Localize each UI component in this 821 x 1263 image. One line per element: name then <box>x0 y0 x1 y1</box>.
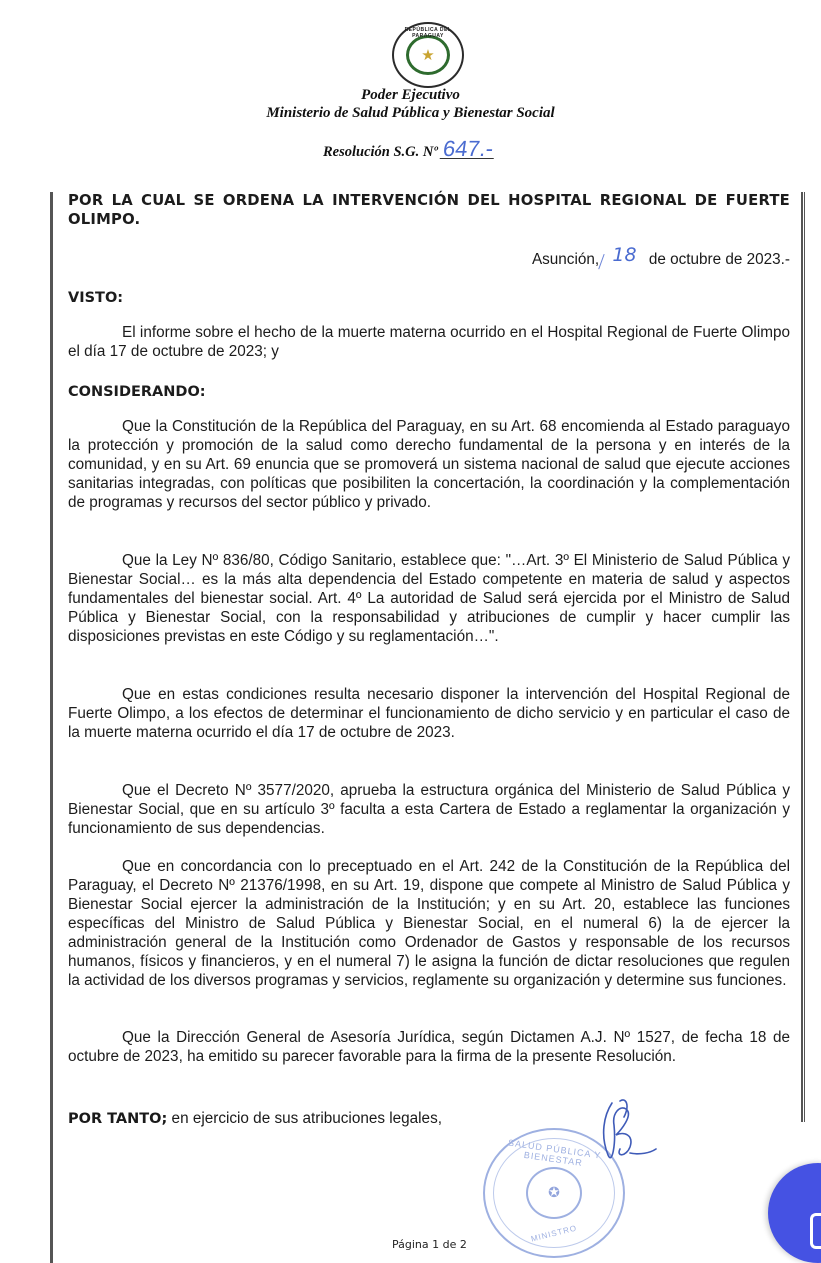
considerando-paragraph-1: Que la Constitución de la República del Paraguay, en su Art. 68 encomienda al Estado paraguayo la protección y promoción de la salud como derecho fundamental de la persona y en interés de la comunidad, y en su Art. 69 enuncia que se promoverá un sistema nacional de salud que ejecute acciones sanitarias integradas, con políticas que posibiliten la concertación, la coordinación y la complementación de programas y recursos del sector público y privado. <box>68 418 790 511</box>
date-line <box>531 244 790 269</box>
date-day-handwritten: 18 <box>612 244 637 266</box>
stamp-center-text: MINISTRO <box>530 1223 578 1244</box>
resolution-number: 647.- <box>441 136 496 161</box>
visto-text: El informe sobre el hecho de la muerte materna ocurrido en el Hospital Regional de Fuerte Olimpo el día 17 de octubre de 2023; y <box>68 324 790 360</box>
considerando-paragraph-3: Que en estas condiciones resulta necesario disponer la intervención del Hospital Regional de Fuerte Olimpo, a los efectos de determinar el funcionamiento de dicho servicio y en particular el caso de la muerte materna ocurrido el día 17 de octubre de 2023. <box>68 686 790 741</box>
floating-scan-button[interactable] <box>768 1163 821 1263</box>
considerando-paragraph-4: Que el Decreto Nº 3577/2020, aprueba la estructura orgánica del Ministerio de Salud Pública y Bienestar Social, que en su artículo 3º faculta a esta Cartera de Estado a reglamentar la organización y funcionamiento de sus dependencias. <box>68 782 790 837</box>
handwritten-stroke <box>599 254 605 269</box>
resolution-title: POR LA CUAL SE ORDENA LA INTERVENCIÓN DEL HOSPITAL REGIONAL DE FUERTE OLIMPO. <box>68 192 790 228</box>
visto-heading: VISTO: <box>68 290 124 306</box>
right-border-line <box>801 192 805 1122</box>
left-border-line <box>50 192 53 1263</box>
stamp-seal-icon: ✪ <box>526 1167 582 1219</box>
stamp-top-text: SALUD PÚBLICA Y BIENESTAR <box>507 1137 602 1169</box>
resolution-number-line <box>323 136 496 161</box>
date-rest: de octubre de 2023.- <box>648 251 790 268</box>
por-tanto-label: POR TANTO; <box>68 1111 168 1127</box>
republic-seal-icon <box>392 22 464 88</box>
branch-title: Poder Ejecutivo <box>361 87 460 103</box>
resolution-label: Resolución S.G. Nº <box>323 144 438 160</box>
seal-text: REPÚBLICA DEL PARAGUAY <box>404 27 452 39</box>
page-number: Página 1 de 2 <box>392 1238 467 1251</box>
por-tanto-line <box>68 1110 442 1128</box>
considerando-paragraph-6: Que la Dirección General de Asesoría Jurídica, según Dictamen A.J. Nº 1527, de fecha 18 de octubre de 2023, ha emitido su parecer favorable para la firma de la presente Resolución. <box>68 1029 790 1065</box>
star-icon: ★ <box>406 35 450 75</box>
ministry-title: Ministerio de Salud Pública y Bienestar Social <box>266 105 555 121</box>
considerando-paragraph-5: Que en concordancia con lo preceptuado en el Art. 242 de la Constitución de la República del Paraguay, el Decreto Nº 21376/1998, en su Art. 19, dispone que compete al Ministro de Salud Pública y Bienestar Social ejercer la administración de la Institución; y en su Art. 20, establece las funciones específicas del Ministro de Salud Pública y Bienestar Social, en el numeral 6) la de ejercer la administración general de la Institución como Ordenador de Gastos y responsable de los recursos humanos, físicos y financieros, y en el numeral 7) le asigna la función de dictar resoluciones que regulen la actividad de los diversos programas y servicios, reglamente su organización y determine sus funciones. <box>68 858 790 989</box>
por-tanto-text: en ejercicio de sus atribuciones legales, <box>167 1110 442 1127</box>
date-city: Asunción, <box>531 251 600 268</box>
signature-icon <box>590 1095 660 1175</box>
scan-icon <box>810 1213 821 1249</box>
considerando-heading: CONSIDERANDO: <box>68 384 206 400</box>
considerando-paragraph-2: Que la Ley Nº 836/80, Código Sanitario, establece que: "…Art. 3º El Ministerio de Salud Pública y Bienestar Social… es la más alta dependencia del Estado competente en materia de salud y aspectos fundamentales del bienestar social. Art. 4º La autoridad de Salud será ejercida por el Ministro de Salud Pública y Bienestar Social, con la responsabilidad y atribuciones de cumplir y hacer cumplir las disposiciones previstas en este Código y su reglamentación…". <box>68 552 790 645</box>
